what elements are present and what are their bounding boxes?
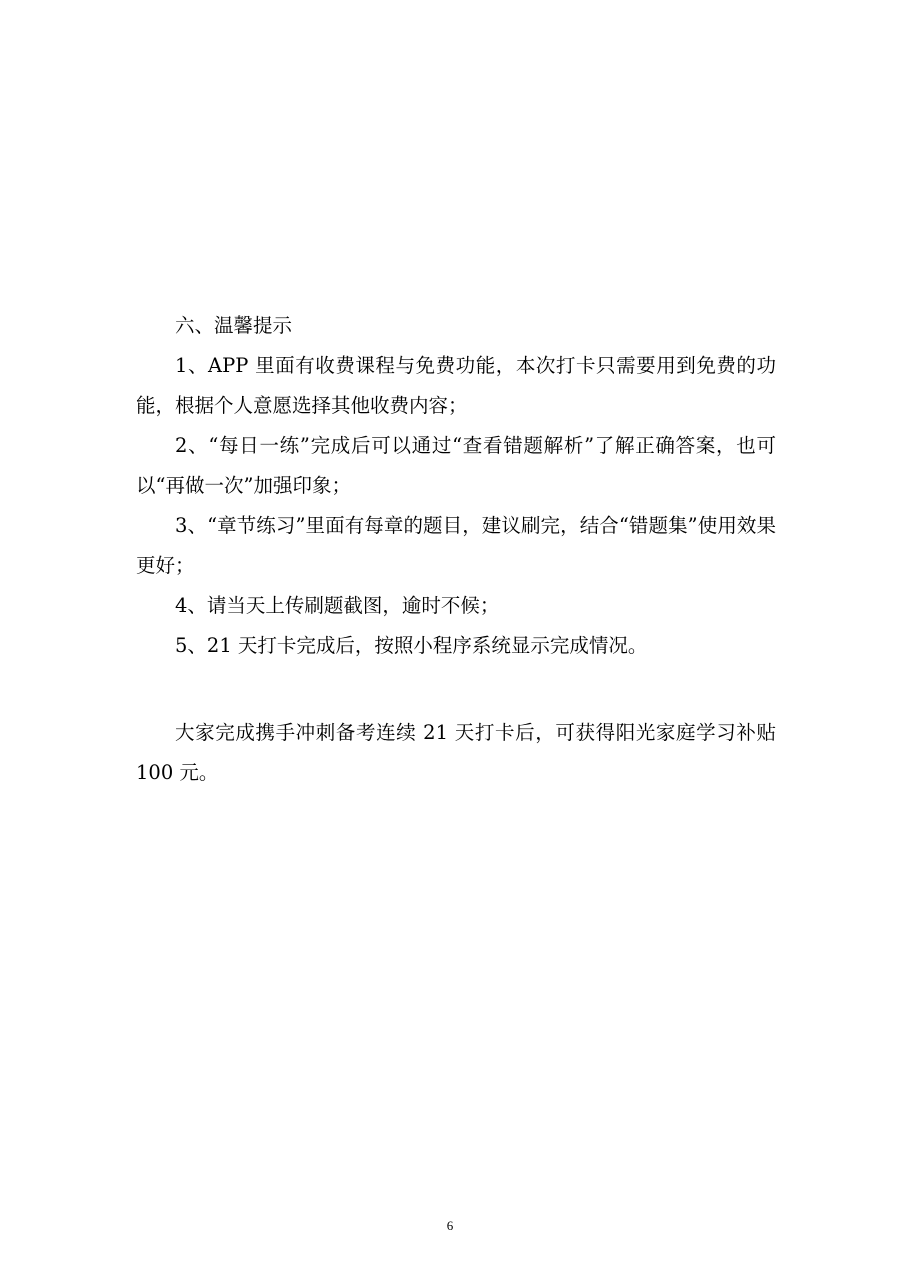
tip-item-2: 2、“每日一练”完成后可以通过“查看错题解析”了解正确答案，也可以“再做一次”加强印象；: [136, 434, 776, 497]
tip-item-3: 3、“章节练习”里面有每章的题目，建议刷完，结合“错题集”使用效果更好；: [136, 514, 776, 577]
tip-item-4: 4、请当天上传刷题截图，逾时不候；: [175, 594, 500, 617]
page-number: 6: [446, 1218, 454, 1233]
tip-item-1: 1、APP 里面有收费课程与免费功能，本次打卡只需要用到免费的功能，根据个人意愿选择其他收费内容；: [136, 354, 776, 417]
paragraph-gap: [136, 666, 776, 713]
closing-paragraph: 大家完成携手冲刺备考连续 21 天打卡后，可获得阳光家庭学习补贴 100 元。: [136, 721, 776, 784]
page-content: [136, 306, 776, 793]
tip-item-5: 5、21 天打卡完成后，按照小程序系统显示完成情况。: [175, 634, 648, 657]
section-heading: 六、温馨提示: [175, 314, 293, 337]
